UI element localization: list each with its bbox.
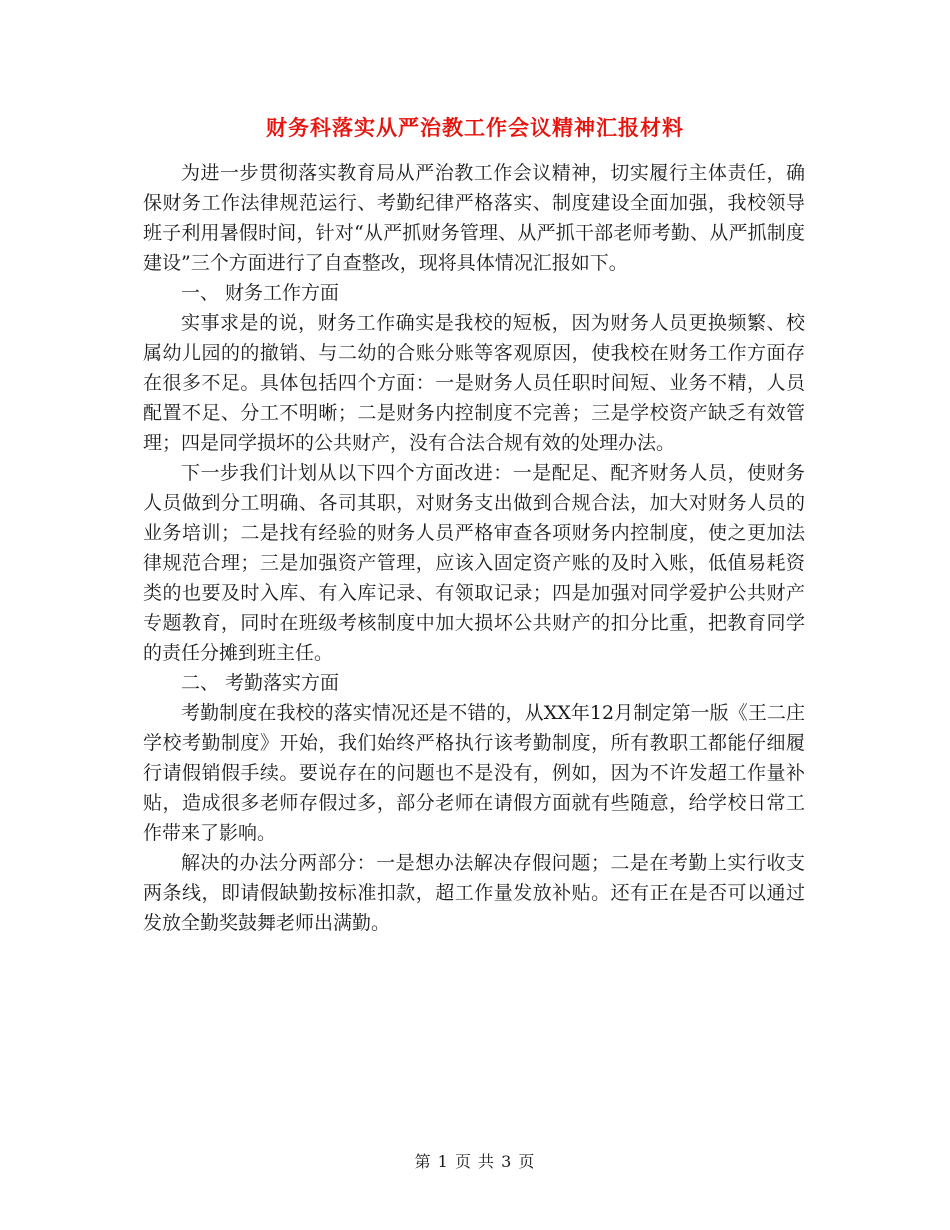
section-heading-attendance: 二、 考勤落实方面 (181, 672, 340, 694)
document-title: 财务科落实从严治教工作会议精神汇报材料 (266, 115, 684, 140)
document-body (143, 158, 805, 938)
page-number-footer: 第 1 页 共 3 页 (414, 1152, 536, 1171)
paragraph-finance-problems: 实事求是的说，财务工作确实是我校的短板，因为财务人员更换频繁、校属幼儿园的的撤销、与二幼的合账分账等客观原因，使我校在财务工作方面存在很多不足。具体包括四个方面：一是财务人员任职时间短、业务不精，人员配置不足、分工不明晰；二是财务内控制度不完善；三是学校资产缺乏有效管理；四是同学损坏的公共财产，没有合法合规有效的处理办法。 (143, 312, 805, 454)
paragraph-finance-improvements: 下一步我们计划从以下四个方面改进：一是配足、配齐财务人员，使财务人员做到分工明确、各司其职，对财务支出做到合规合法，加大对财务人员的业务培训；二是找有经验的财务人员严格审查各项财务内控制度，使之更加法律规范合理；三是加强资产管理，应该入固定资产账的及时入账，低值易耗资类的也要及时入库、有入库记录、有领取记录；四是加强对同学爱护公共财产专题教育，同时在班级考核制度中加大损坏公共财产的扣分比重，把教育同学的责任分摊到班主任。 (143, 462, 805, 664)
paragraph-attendance-solution: 解决的办法分两部分：一是想办法解决存假问题；二是在考勤上实行收支两条线，即请假缺勤按标准扣款，超工作量发放补贴。还有正在是否可以通过发放全勤奖鼓舞老师出满勤。 (143, 852, 805, 934)
paragraph-attendance-status: 考勤制度在我校的落实情况还是不错的，从XX年12月制定第一版《王二庄学校考勤制度》开始，我们始终严格执行该考勤制度，所有教职工都能仔细履行请假销假手续。要说存在的问题也不是没有，例如，因为不许发超工作量补贴，造成很多老师存假过多，部分老师在请假方面就有些随意，给学校日常工作带来了影响。 (143, 702, 805, 844)
section-heading-finance: 一、 财务工作方面 (181, 282, 340, 304)
paragraph-intro: 为进一步贯彻落实教育局从严治教工作会议精神，切实履行主体责任，确保财务工作法律规范运行、考勤纪律严格落实、制度建设全面加强，我校领导班子利用暑假时间，针对“从严抓财务管理、从严抓干部老师考勤、从严抓制度建设”三个方面进行了自查整改，现将具体情况汇报如下。 (143, 162, 805, 274)
